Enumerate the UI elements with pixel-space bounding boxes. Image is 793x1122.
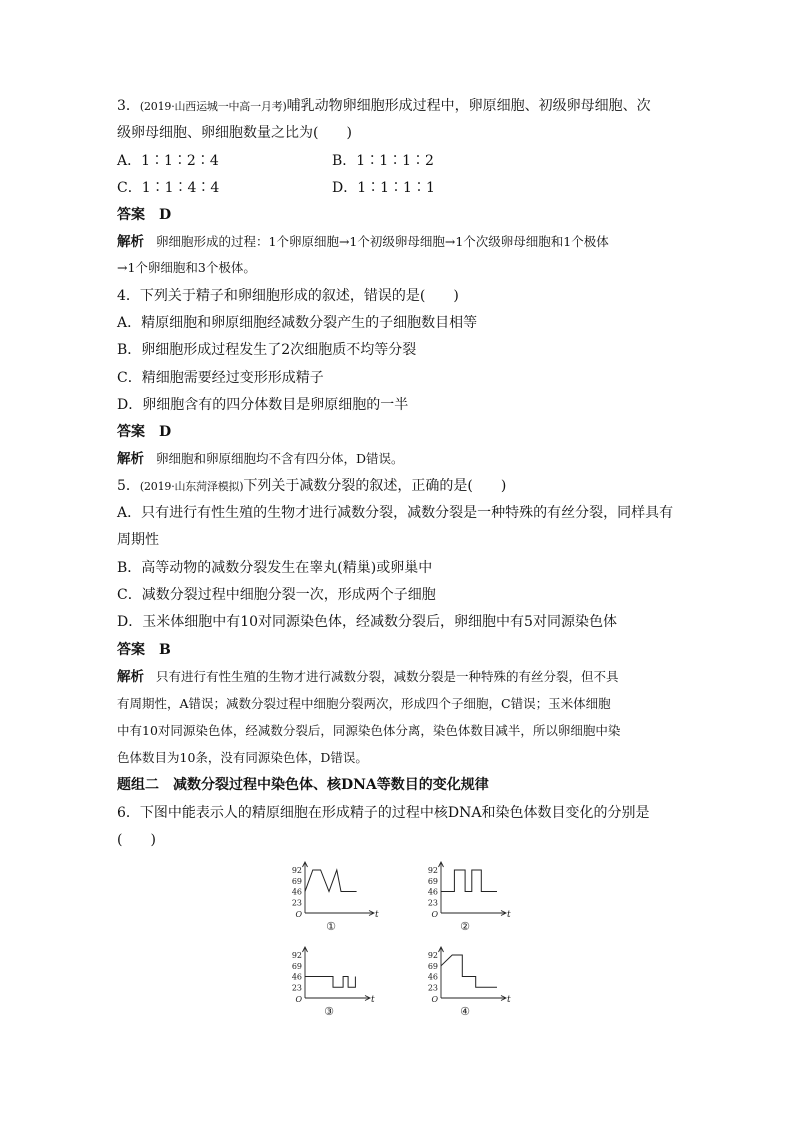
q3-stem-line2: 级卵母细胞、卵细胞数量之比为( ) [117,125,352,141]
y-tick-label: 69 [291,876,302,886]
graph-4 [428,947,511,1018]
explain-label: 解析 [117,451,144,467]
x-axis-label: t [507,910,511,920]
group2-title: 题组二 减数分裂过程中染色体、核DNA等数目的变化规律 [117,777,489,793]
y-tick-label: 23 [427,898,438,908]
graph-2 [428,862,511,933]
q3-option-d: D．1∶1∶1∶1 [332,180,435,196]
q4-option-a: A．精原细胞和卵原细胞经减数分裂产生的子细胞数目相等 [117,315,478,331]
q3-explain-line2: →1个卵细胞和3个极体。 [117,260,256,275]
graph-series-line [441,955,497,987]
y-tick-label: 69 [291,961,302,971]
graph-series-line [441,870,497,892]
answer-label: 答案 [117,424,145,440]
answer-value: D [159,207,172,223]
graph-3 [292,947,375,1018]
q5-explain-line3: 中有10对同源染色体，经减数分裂后，同源染色体分离，染色体数目减半，所以卵细胞中染 [117,723,621,738]
explain-text: 卵细胞和卵原细胞均不含有四分体，D错误。 [156,451,404,466]
q5-source: (2019·山东菏泽模拟) [139,480,244,493]
q6-stem-line1: 6．下图中能表示人的精原细胞在形成精子的过程中核DNA和染色体数目变化的分别是 [117,805,650,821]
q5-stem-text: 下列关于减数分裂的叙述，正确的是( ) [243,478,507,494]
origin-label: O [295,995,302,1004]
y-tick-label: 69 [427,961,438,971]
y-tick-label: 92 [291,951,302,960]
y-tick-label: 46 [291,887,302,897]
graph-label: ② [460,920,470,933]
explain-text: 卵细胞形成的过程：1个卵原细胞→1个初级卵母细胞→1个次级卵母细胞和1个极体 [156,234,609,249]
q5-option-a-line1: A．只有进行有性生殖的生物才进行减数分裂，减数分裂是一种特殊的有丝分裂，同样具有 [117,505,674,521]
origin-label: O [431,995,438,1004]
x-axis-label: t [371,995,375,1005]
q5-explain-line4: 色体数目为10条，没有同源染色体，D错误。 [117,750,368,765]
y-tick-label: 69 [427,876,438,886]
q5-option-c: C．减数分裂过程中细胞分裂一次，形成两个子细胞 [117,587,436,603]
origin-label: O [295,910,302,919]
graph-series-line [305,870,357,892]
q3-option-a: A．1∶1∶2∶4 [117,153,219,169]
q3-option-c: C．1∶1∶4∶4 [117,180,220,196]
q5-option-d: D．玉米体细胞中有10对同源染色体，经减数分裂后，卵细胞中有5对同源染色体 [117,614,617,630]
explain-label: 解析 [117,669,144,685]
explain-text: 只有进行有性生殖的生物才进行减数分裂，减数分裂是一种特殊的有丝分裂，但不具 [156,669,619,684]
q4-stem: 4．下列关于精子和卵细胞形成的叙述，错误的是( ) [117,288,459,304]
y-tick-label: 92 [427,951,438,960]
answer-label: 答案 [117,207,145,223]
q3-source: (2019·山西运城一中高一月考) [139,100,287,113]
q6-stem-line2: ( ) [117,832,156,848]
graph-label: ④ [460,1005,470,1018]
q3-number: 3． [117,98,140,114]
graph-label: ① [326,920,336,933]
y-tick-label: 46 [427,972,438,982]
q4-option-c: C．精细胞需要经过变形形成精子 [117,370,324,386]
y-tick-label: 92 [291,866,302,875]
q4-option-d: D．卵细胞含有的四分体数目是卵原细胞的一半 [117,397,409,413]
q4-option-b: B．卵细胞形成过程发生了2次细胞质不均等分裂 [117,342,417,358]
y-tick-label: 23 [291,983,302,993]
x-axis-label: t [375,910,379,920]
x-axis-label: t [507,995,511,1005]
q3-stem-text: 哺乳动物卵细胞形成过程中，卵原细胞、初级卵母细胞、次 [286,98,651,114]
answer-value: D [159,424,172,440]
graph-label: ③ [324,1005,334,1018]
answer-value: B [159,642,171,658]
q5-explain-line2: 有周期性，A错误；减数分裂过程中细胞分裂两次，形成四个子细胞，C错误；玉米体细胞 [117,696,611,711]
y-tick-label: 23 [291,898,302,908]
graph-series-line [305,977,355,988]
y-tick-label: 46 [291,972,302,982]
answer-label: 答案 [117,642,145,658]
y-tick-label: 92 [427,866,438,875]
y-tick-label: 23 [427,983,438,993]
explain-label: 解析 [117,234,144,250]
graph-1 [292,862,379,933]
origin-label: O [431,910,438,919]
q5-option-a-line2: 周期性 [117,532,159,548]
y-tick-label: 46 [427,887,438,897]
q3-option-b: B．1∶1∶1∶2 [332,153,434,169]
q5-option-b: B．高等动物的减数分裂发生在睾丸(精巢)或卵巢中 [117,560,433,576]
q5-number: 5． [117,478,140,494]
